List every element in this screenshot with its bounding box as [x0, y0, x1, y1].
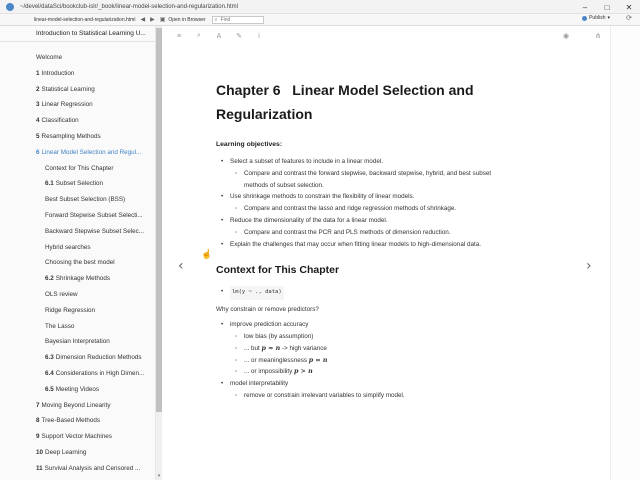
sidebar-item[interactable] [0, 208, 155, 224]
window-controls [574, 0, 640, 14]
sidebar-item[interactable] [0, 224, 155, 240]
sidebar-item-number: 6.4 [45, 369, 54, 377]
sidebar-item[interactable] [0, 192, 155, 208]
book-toolbar [163, 26, 610, 46]
sidebar-item[interactable] [0, 303, 155, 319]
sidebar-item[interactable] [0, 429, 155, 445]
sidebar-item-number: 7 [36, 401, 40, 409]
sidebar-item-label: Introduction [41, 69, 75, 77]
sidebar-item[interactable] [0, 287, 155, 303]
sidebar-item-number: 10 [36, 448, 44, 456]
sidebar-scroll-thumb[interactable] [156, 28, 162, 412]
sidebar-item-label: Ridge Regression [45, 306, 96, 314]
file-tab[interactable]: linear-model-selection-and-regularization.html [34, 16, 136, 23]
reasons-list [216, 319, 536, 402]
sidebar-item-label: Survival Analysis and Censored ... [44, 464, 141, 472]
sidebar-item[interactable] [0, 350, 155, 366]
impossible-text: ... or impossibility [244, 368, 295, 376]
next-page-icon[interactable]: › [586, 258, 592, 274]
list-item: ◦ low bias (by assumption) [216, 331, 536, 343]
sidebar-item-number: 3 [36, 101, 40, 109]
sidebar-item[interactable] [0, 271, 155, 287]
share-icon[interactable]: ⋔ [595, 33, 601, 40]
browser-icon[interactable]: ▣ [159, 17, 166, 23]
sidebar-item-label: Linear Regression [41, 101, 93, 109]
list-item: • Use shrinkage methods to constrain the flexibility of linear models. [216, 191, 536, 203]
list-item: ◦ remove or constrain irrelevant variables to simplify model. [216, 390, 536, 402]
sidebar-item[interactable] [0, 398, 155, 414]
publish-button[interactable] [582, 15, 610, 21]
main-content [216, 78, 536, 402]
list-item: • Reduce the dimensionality of the data for a linear model. [216, 215, 536, 227]
app-icon [6, 3, 14, 11]
sidebar-item-label: Tree-Based Methods [41, 417, 101, 425]
code-snippet: lm(y ~ ., data) [230, 286, 284, 300]
sidebar-item-number: 8 [36, 417, 40, 425]
github-icon[interactable]: ◉ [562, 33, 570, 40]
list-item: • Explain the challenges that may occur when fitting linear models to high-dimensional data. [216, 239, 536, 251]
chapter-title-line1: Linear Model Selection and [292, 82, 474, 98]
window-titlebar [0, 0, 640, 14]
sidebar-item-label: Linear Model Selection and Regul... [41, 148, 142, 156]
publish-icon [582, 16, 587, 21]
sidebar-item[interactable] [0, 445, 155, 461]
sidebar-item[interactable] [0, 366, 155, 382]
sidebar-item-label: Dimension Reduction Methods [55, 354, 142, 362]
list-item: • Select a subset of features to include in a linear model. [216, 156, 536, 168]
sidebar-item[interactable] [0, 319, 155, 335]
sidebar-item[interactable] [0, 334, 155, 350]
content-scroll-area[interactable] [610, 26, 640, 480]
book-title[interactable]: Introduction to Statistical Learning U... [0, 26, 155, 42]
code-list [216, 286, 536, 300]
previous-page-icon[interactable]: ‹ [178, 258, 184, 274]
but-text: ... but [244, 344, 262, 352]
sidebar-item-label: Subset Selection [55, 180, 104, 188]
publish-label: Publish [589, 15, 606, 21]
maximize-button[interactable]: □ [604, 2, 610, 12]
scroll-down-icon[interactable]: ▾ [157, 473, 161, 479]
find-placeholder: Find [220, 16, 231, 23]
sidebar-item-number: 1 [36, 69, 40, 77]
list-item: methods of subset selection. [244, 181, 324, 189]
font-icon[interactable]: A [216, 32, 222, 40]
sidebar-item-number: 4 [36, 117, 40, 125]
sidebar-item-label: Deep Learning [45, 448, 87, 456]
info-icon[interactable]: i [258, 32, 260, 40]
sidebar-item-label: Statistical Learning [41, 85, 95, 93]
sidebar-item-number: 6.3 [45, 354, 54, 362]
sidebar-item-label: Backward Stepwise Subset Selec... [45, 227, 145, 235]
sidebar-item-label: Best Subset Selection (BSS) [45, 196, 126, 204]
sidebar-item[interactable] [0, 240, 155, 256]
sidebar-item-label: Choosing the best model [45, 259, 115, 267]
menu-icon[interactable]: ≡ [176, 32, 182, 40]
sidebar-item-number: 2 [36, 85, 40, 93]
list-item [216, 366, 536, 378]
sidebar-item[interactable] [0, 113, 155, 129]
chapter-title-line2: Regularization [216, 106, 313, 122]
sidebar-item-label: Resampling Methods [41, 132, 101, 140]
math-p-approx-n: p ≈ n [261, 344, 281, 352]
sidebar-item-label: Considerations in High Dimen... [55, 369, 145, 377]
objectives-heading: Learning objectives: [216, 141, 283, 148]
sidebar-item-label: Moving Beyond Linearity [41, 401, 111, 409]
why-text: Why constrain or remove predictors? [216, 306, 319, 314]
viewer-toolbar [0, 14, 640, 26]
sidebar-item-number: 6.1 [45, 180, 54, 188]
math-p-eq-n: p = n [308, 356, 328, 364]
list-item: • model interpretability [216, 378, 536, 390]
refresh-icon[interactable]: ⟳ [626, 15, 632, 22]
sidebar-item-number: 11 [36, 464, 43, 472]
list-item [216, 355, 536, 367]
sidebar-item-label: Meeting Videos [55, 385, 100, 393]
list-item: ◦ Compare and contrast the forward stepwise, backward stepwise, hybrid, and best subset [216, 168, 536, 180]
sidebar-item-label: Classification [41, 117, 79, 125]
sidebar-item[interactable] [0, 176, 155, 192]
page-title [216, 78, 536, 126]
window-title: ~/devel/dataSci/bookclub-islr/_book/linear-model-selection-and-regularization.html [20, 3, 238, 10]
objectives-list [216, 156, 536, 250]
edit-icon[interactable]: ✎ [236, 33, 242, 40]
high-variance-text: -> high variance [280, 344, 327, 352]
back-icon[interactable]: ◀ [140, 17, 146, 23]
sidebar-item[interactable] [0, 66, 155, 82]
sidebar-item-label: Shrinkage Methods [55, 275, 111, 283]
meaningless-text: ... or meaninglessness [244, 356, 309, 364]
sidebar-item[interactable] [0, 50, 155, 66]
sidebar-item-label: Support Vector Machines [41, 433, 112, 441]
sidebar-item-label: Bayesian Interpretation [45, 338, 110, 346]
list-item [216, 343, 536, 355]
list-item: ◦ Compare and contrast the lasso and ridge regression methods of shrinkage. [216, 203, 536, 215]
chapter-number: Chapter 6 [216, 82, 281, 98]
toc-list [0, 42, 155, 477]
chevron-down-icon: ▾ [607, 15, 610, 21]
sidebar-item[interactable] [0, 161, 155, 177]
sidebar-item[interactable] [0, 82, 155, 98]
list-item: • improve prediction accuracy [216, 319, 536, 331]
search-icon[interactable]: ⌕ [197, 32, 201, 39]
toc-sidebar [0, 26, 156, 480]
sidebar-item-number: 6 [36, 148, 40, 156]
sidebar-item-label: Hybrid searches [45, 243, 91, 251]
sidebar-item-number: 6.2 [45, 275, 54, 283]
forward-icon[interactable]: ▶ [150, 17, 155, 23]
sidebar-item[interactable] [0, 382, 155, 398]
minimize-button[interactable]: – [582, 2, 588, 12]
sidebar-item-label: Forward Stepwise Subset Selecti... [45, 211, 143, 219]
sidebar-item[interactable] [0, 145, 155, 161]
context-heading: Context for This Chapter [216, 264, 340, 277]
book-toolbar-right [550, 32, 602, 40]
sidebar-item-label: The Lasso [45, 322, 75, 330]
math-p-gt-n: p > n [294, 368, 313, 376]
sidebar-item-number: 6.5 [45, 385, 54, 393]
sidebar-item-label: Context for This Chapter [45, 164, 114, 172]
list-item [216, 286, 536, 300]
sidebar-item[interactable] [0, 129, 155, 145]
open-in-browser-button[interactable]: Open in Browser [168, 16, 206, 23]
sidebar-item[interactable] [0, 97, 155, 113]
sidebar-item[interactable] [0, 255, 155, 271]
hand-cursor-icon: ☝ [201, 249, 213, 259]
sidebar-item-label: OLS review [45, 290, 78, 298]
close-button[interactable]: ✕ [625, 2, 633, 12]
find-input[interactable] [212, 16, 264, 24]
sidebar-item-label: Welcome [36, 54, 63, 61]
sidebar-item-number: 9 [36, 433, 40, 441]
list-item: ◦ Compare and contrast the PCR and PLS methods of dimension reduction. [216, 227, 536, 239]
sidebar-item[interactable] [0, 413, 155, 429]
sidebar-item[interactable] [0, 461, 155, 477]
search-icon: ⌕ [214, 16, 218, 23]
sidebar-item-number: 5 [36, 132, 40, 140]
